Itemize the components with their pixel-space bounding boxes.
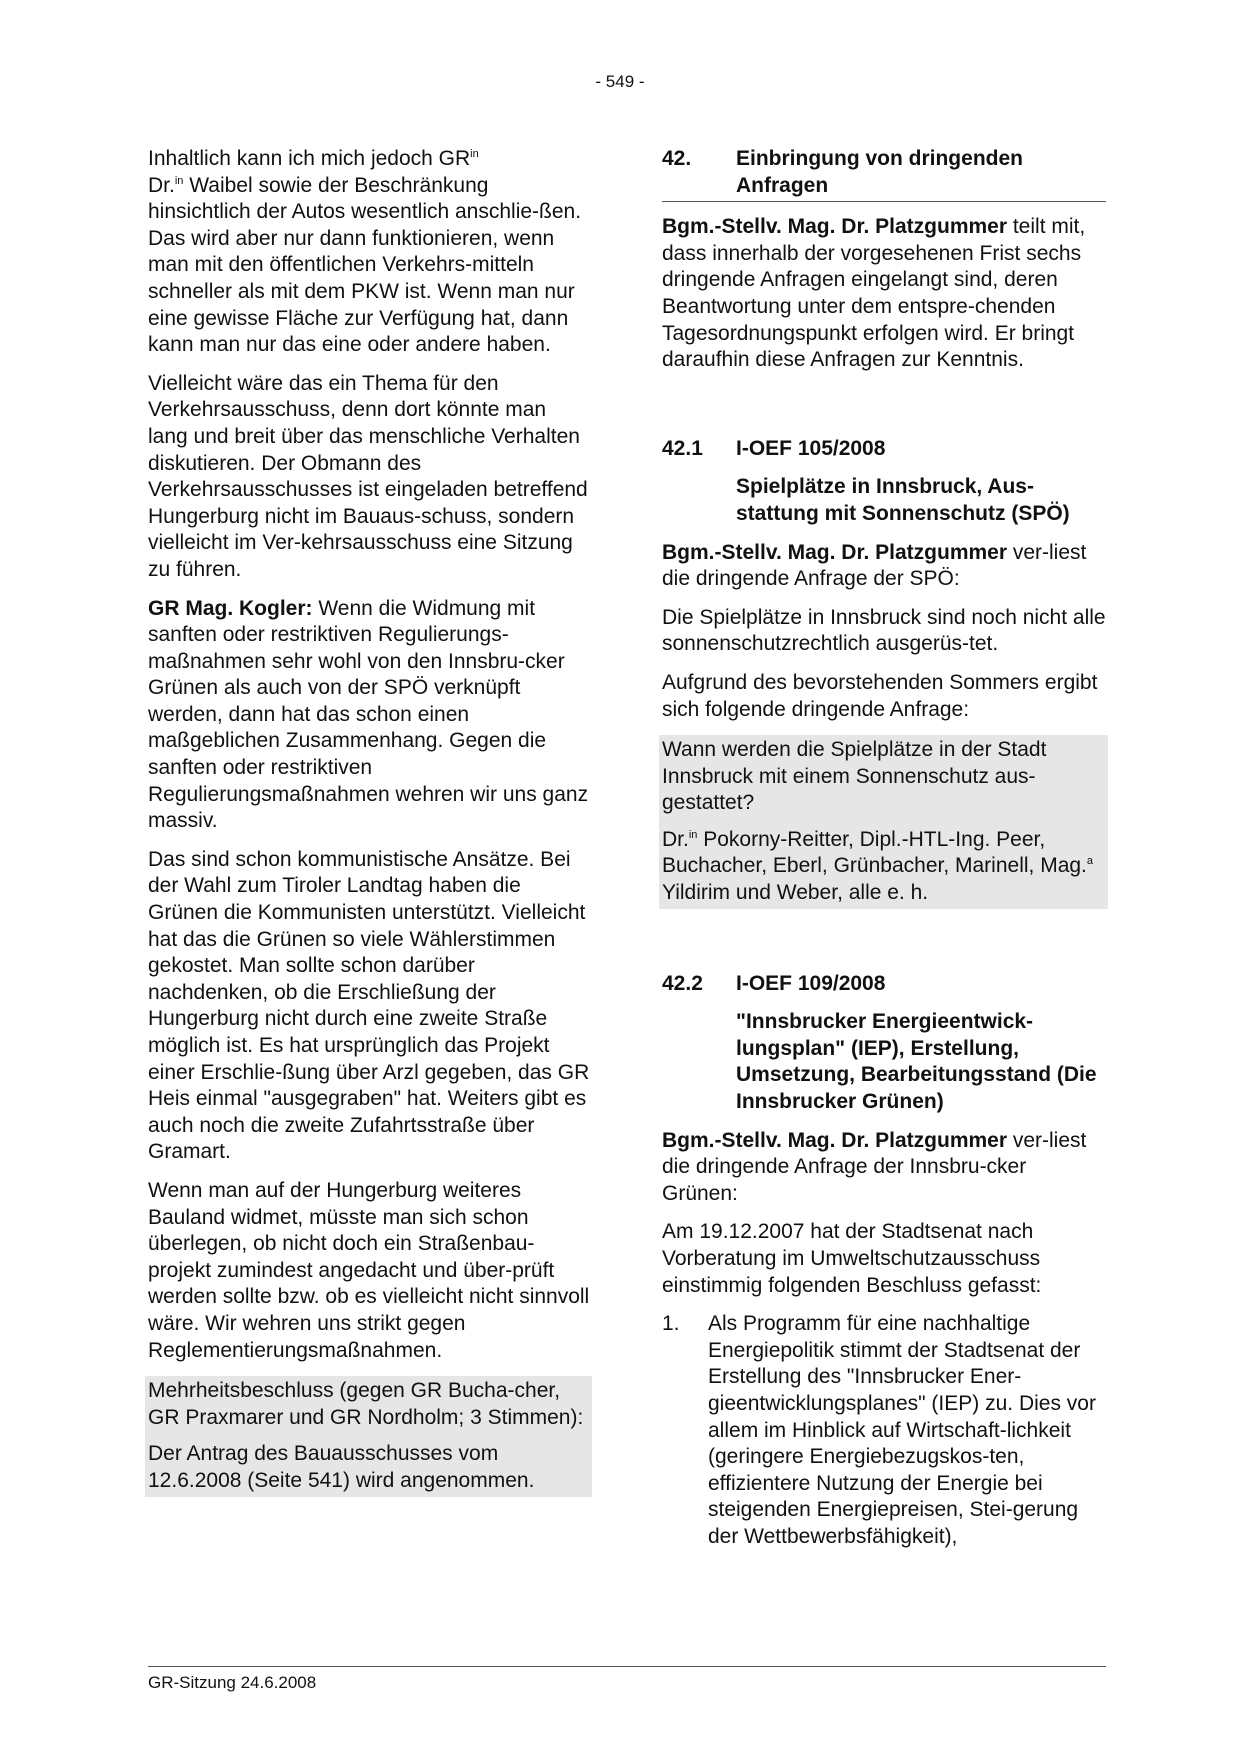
resolution-box [145,1376,592,1496]
item-heading-42-1 [662,436,1106,463]
speaker-name: Bgm.-Stellv. Mag. Dr. Platzgummer [662,1128,1008,1152]
paragraph-42-intro: Bgm.-Stellv. Mag. Dr. Platzgummer teilt mit, dass innerhalb der vorgesehenen Frist sechs dringende Anfragen eingelangt sind, deren Beantwortung unter dem entspre-chenden Tagesordnungspunkt erfolgen wird. Er bringt daraufhin diese Anfragen zur Kenntnis. [662,215,1086,372]
item-title-42-2: "Innsbrucker Energieentwick-lungsplan" (IEP), Erstellung, Umsetzung, Bearbeitungsstand (Die Innsbrucker Grünen) [736,1010,1097,1114]
left-column [148,146,590,1497]
item-heading-42-2 [662,971,1106,998]
paragraph-5: Wenn man auf der Hungerburg weiteres Bauland widmet, müsste man sich schon überlegen, ob nicht doch ein Straßenbau-projekt zumindest angedacht und über-prüft werden sollte bzw. ob es vielleicht nicht sinnvoll wäre. Wir wehren uns strikt gegen Reglementierungsmaßnahmen. [148,1178,590,1362]
footer-divider [148,1666,1106,1667]
item-42-1-paragraph-1: Die Spielplätze in Innsbruck sind noch nicht alle sonnenschutzrechtlich ausgerüs-tet. [662,605,1106,656]
resolution-result: Der Antrag des Bauausschusses vom 12.6.2008 (Seite 541) wird angenommen. [148,1442,535,1492]
footer-text: GR-Sitzung 24.6.2008 [148,1673,317,1692]
item-42-1-paragraph-2: Aufgrund des bevorstehenden Sommers ergibt sich folgende dringende Anfrage: [662,670,1098,721]
item-42-2-intro: Bgm.-Stellv. Mag. Dr. Platzgummer ver-liest die dringende Anfrage der Innsbru-cker Grünen: [662,1128,1087,1205]
speaker-name: Bgm.-Stellv. Mag. Dr. Platzgummer [662,540,1008,564]
paragraph-4: Das sind schon kommunistische Ansätze. Bei der Wahl zum Tiroler Landtag haben die Grünen die Kommunisten unterstützt. Vielleicht hat das die Grünen so viele Wählerstimmen gekostet. Man sollte schon darüber nachdenken, ob die Erschließung der Hungerburg nicht durch eine zweite Straße möglich ist. Es hat ursprünglich das Projekt einer Erschlie-ßung über Arzl gegeben, das GR Heis einmal "ausgegraben" hat. Weiters gibt es auch noch die zweite Zufahrtsstraße über Gramart. [148,847,590,1164]
list-item [662,1311,1106,1550]
inquiry-signatories: Dr.$^{in}$ Pokorny-Reitter, Dipl.-HTL-Ing. Peer, Buchacher, Eberl, Grünbacher, Marinell, Mag.$^a$ Yildirim und Weber, alle e. h. [662,827,1094,905]
item-code: I-OEF 105/2008 [736,436,886,460]
paragraph-3: GR Mag. Kogler: Wenn die Widmung mit sanften oder restriktiven Regulierungs-maßnahmen sehr wohl von den Innsbru-cker Grünen als auch von der SPÖ verknüpft werden, dann hat das schon einen maßgeblichen Zusammenhang. Gegen die sanften oder restriktiven Regulierungsmaßnahmen wehren wir uns ganz massiv. [148,596,589,833]
section-heading-42 [662,146,1106,202]
inquiry-question: Wann werden die Spielplätze in der Stadt Innsbruck mit einem Sonnenschutz aus-gestattet? [662,738,1047,815]
speaker-name: Bgm.-Stellv. Mag. Dr. Platzgummer [662,215,1008,239]
list-number: 1. [662,1312,680,1336]
item-42-1-intro: Bgm.-Stellv. Mag. Dr. Platzgummer ver-liest die dringende Anfrage der SPÖ: [662,540,1087,591]
item-number: 42.2 [662,971,703,995]
list-text: Als Programm für eine nachhaltige Energiepolitik stimmt der Stadtsenat der Erstellung des "Innsbrucker Ener-gieentwicklungsplanes" (IEP) zu. Dies vor allem im Hinblick auf Wirtschaft-lichkeit (geringere Energiebezugskos-ten, effizientere Nutzung der Energie bei steigenden Energiepreisen, Stei-gerung der Wettbewerbsfähigkeit), [708,1312,1096,1548]
resolution-vote: Mehrheitsbeschluss (gegen GR Bucha-cher, GR Praxmarer und GR Nordholm; 3 Stimmen): [148,1379,584,1429]
item-title-42-1: Spielplätze in Innsbruck, Aus-stattung mit Sonnenschutz (SPÖ) [736,475,1070,525]
speaker-name: GR Mag. Kogler: [148,596,313,620]
page-number: - 549 - [595,72,645,91]
paragraph-2: Vielleicht wäre das ein Thema für den Verkehrsausschuss, denn dort könnte man lang und breit über das menschliche Verhalten diskutieren. Der Obmann des Verkehrsausschusses ist eingeladen betreffend Hungerburg nicht im Bauaus-schuss, sondern vielleicht im Ver-kehrsausschuss eine Sitzung zu führen. [148,371,588,581]
paragraph-1: Inhaltlich kann ich mich jedoch $GR^{in}$ Dr.$^{in}$ Waibel sowie der Beschränkung hinsichtlich der Autos wesentlich anschlie-ßen. Das wird aber nur dann funktionieren, wenn man mit den öffentlichen Verkehrs-mitteln schneller als mit dem PKW ist. Wenn man nur eine gewisse Fläche zur Verfügung hat, dann kann man nur das eine oder andere haben. [148,147,582,357]
right-column [662,146,1106,1551]
section-number: 42. [662,147,692,170]
item-42-2-paragraph-1: Am 19.12.2007 hat der Stadtsenat nach Vorberatung im Umweltschutzausschuss einstimmig folgenden Beschluss gefasst: [662,1220,1042,1297]
section-title: Einbringung von dringenden Anfragen [736,147,1023,197]
item-code: I-OEF 109/2008 [736,971,886,995]
inquiry-box [659,735,1108,909]
item-number: 42.1 [662,436,703,460]
